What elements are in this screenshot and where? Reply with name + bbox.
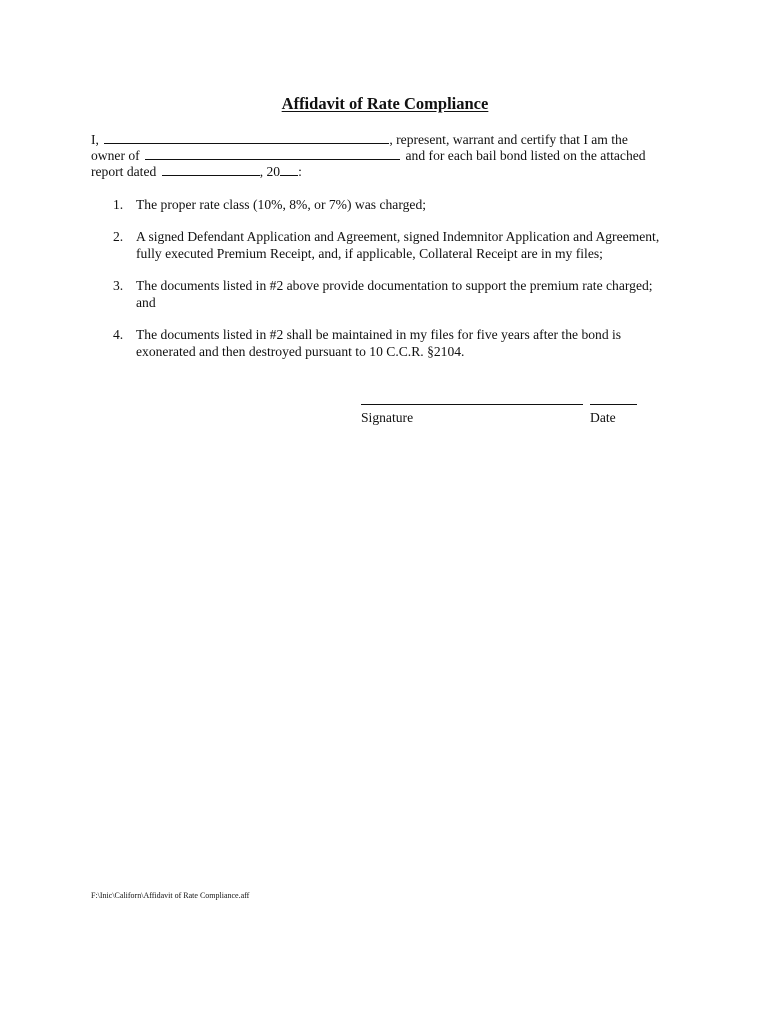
signature-label: Signature xyxy=(361,410,414,425)
list-item xyxy=(91,197,691,214)
list-item-number: 3. xyxy=(113,278,124,293)
intro-line-3-start: report dated xyxy=(91,164,157,179)
list-item-number: 2. xyxy=(113,229,124,244)
intro-line-2 xyxy=(91,147,646,164)
date-label: Date xyxy=(590,410,616,425)
list-item-text xyxy=(136,278,696,311)
signature-line[interactable] xyxy=(361,404,583,405)
intro-line-1-start: I, xyxy=(91,132,99,147)
list-item-line: The documents listed in #2 above provide documentation to support the premium rate charged; xyxy=(136,278,653,293)
intro-line-1 xyxy=(91,131,628,148)
intro-line-3-end: : xyxy=(298,164,302,179)
page-title: Affidavit of Rate Compliance xyxy=(281,94,489,113)
year-blank[interactable] xyxy=(280,163,298,176)
file-path-footer: F:\Inic\Californ\Affidavit of Rate Compliance.aff xyxy=(91,891,250,900)
list-item-line: fully executed Premium Receipt, and, if applicable, Collateral Receipt are in my files; xyxy=(136,245,603,261)
owner-blank[interactable] xyxy=(145,147,400,160)
list-item xyxy=(91,278,691,312)
list-item xyxy=(91,229,691,263)
list-item-line: and xyxy=(136,294,156,310)
report-date-blank[interactable] xyxy=(162,163,260,176)
intro-line-2-start: owner of xyxy=(91,148,140,163)
list-item-number: 4. xyxy=(113,327,124,342)
intro-line-2-end: and for each bail bond listed on the attached xyxy=(405,148,646,163)
list-item xyxy=(91,327,691,361)
list-item-text xyxy=(136,197,696,214)
intro-line-3-mid: , 20 xyxy=(259,164,281,179)
intro-line-1-end: , represent, warrant and certify that I am the xyxy=(389,132,628,147)
list-item-line: The documents listed in #2 shall be maintained in my files for five years after the bond is xyxy=(136,327,622,342)
list-item-line: The proper rate class (10%, 8%, or 7%) was charged; xyxy=(136,197,427,212)
list-item-text xyxy=(136,327,696,360)
list-item-number: 1. xyxy=(113,197,124,212)
list-item-line: exonerated and then destroyed pursuant to 10 C.C.R. §2104. xyxy=(136,343,465,359)
list-item-line: A signed Defendant Application and Agreement, signed Indemnitor Application and Agreement, xyxy=(136,229,660,244)
intro-line-3 xyxy=(91,163,302,180)
name-blank[interactable] xyxy=(104,131,389,144)
date-line[interactable] xyxy=(590,404,637,405)
list-item-text xyxy=(136,229,696,262)
